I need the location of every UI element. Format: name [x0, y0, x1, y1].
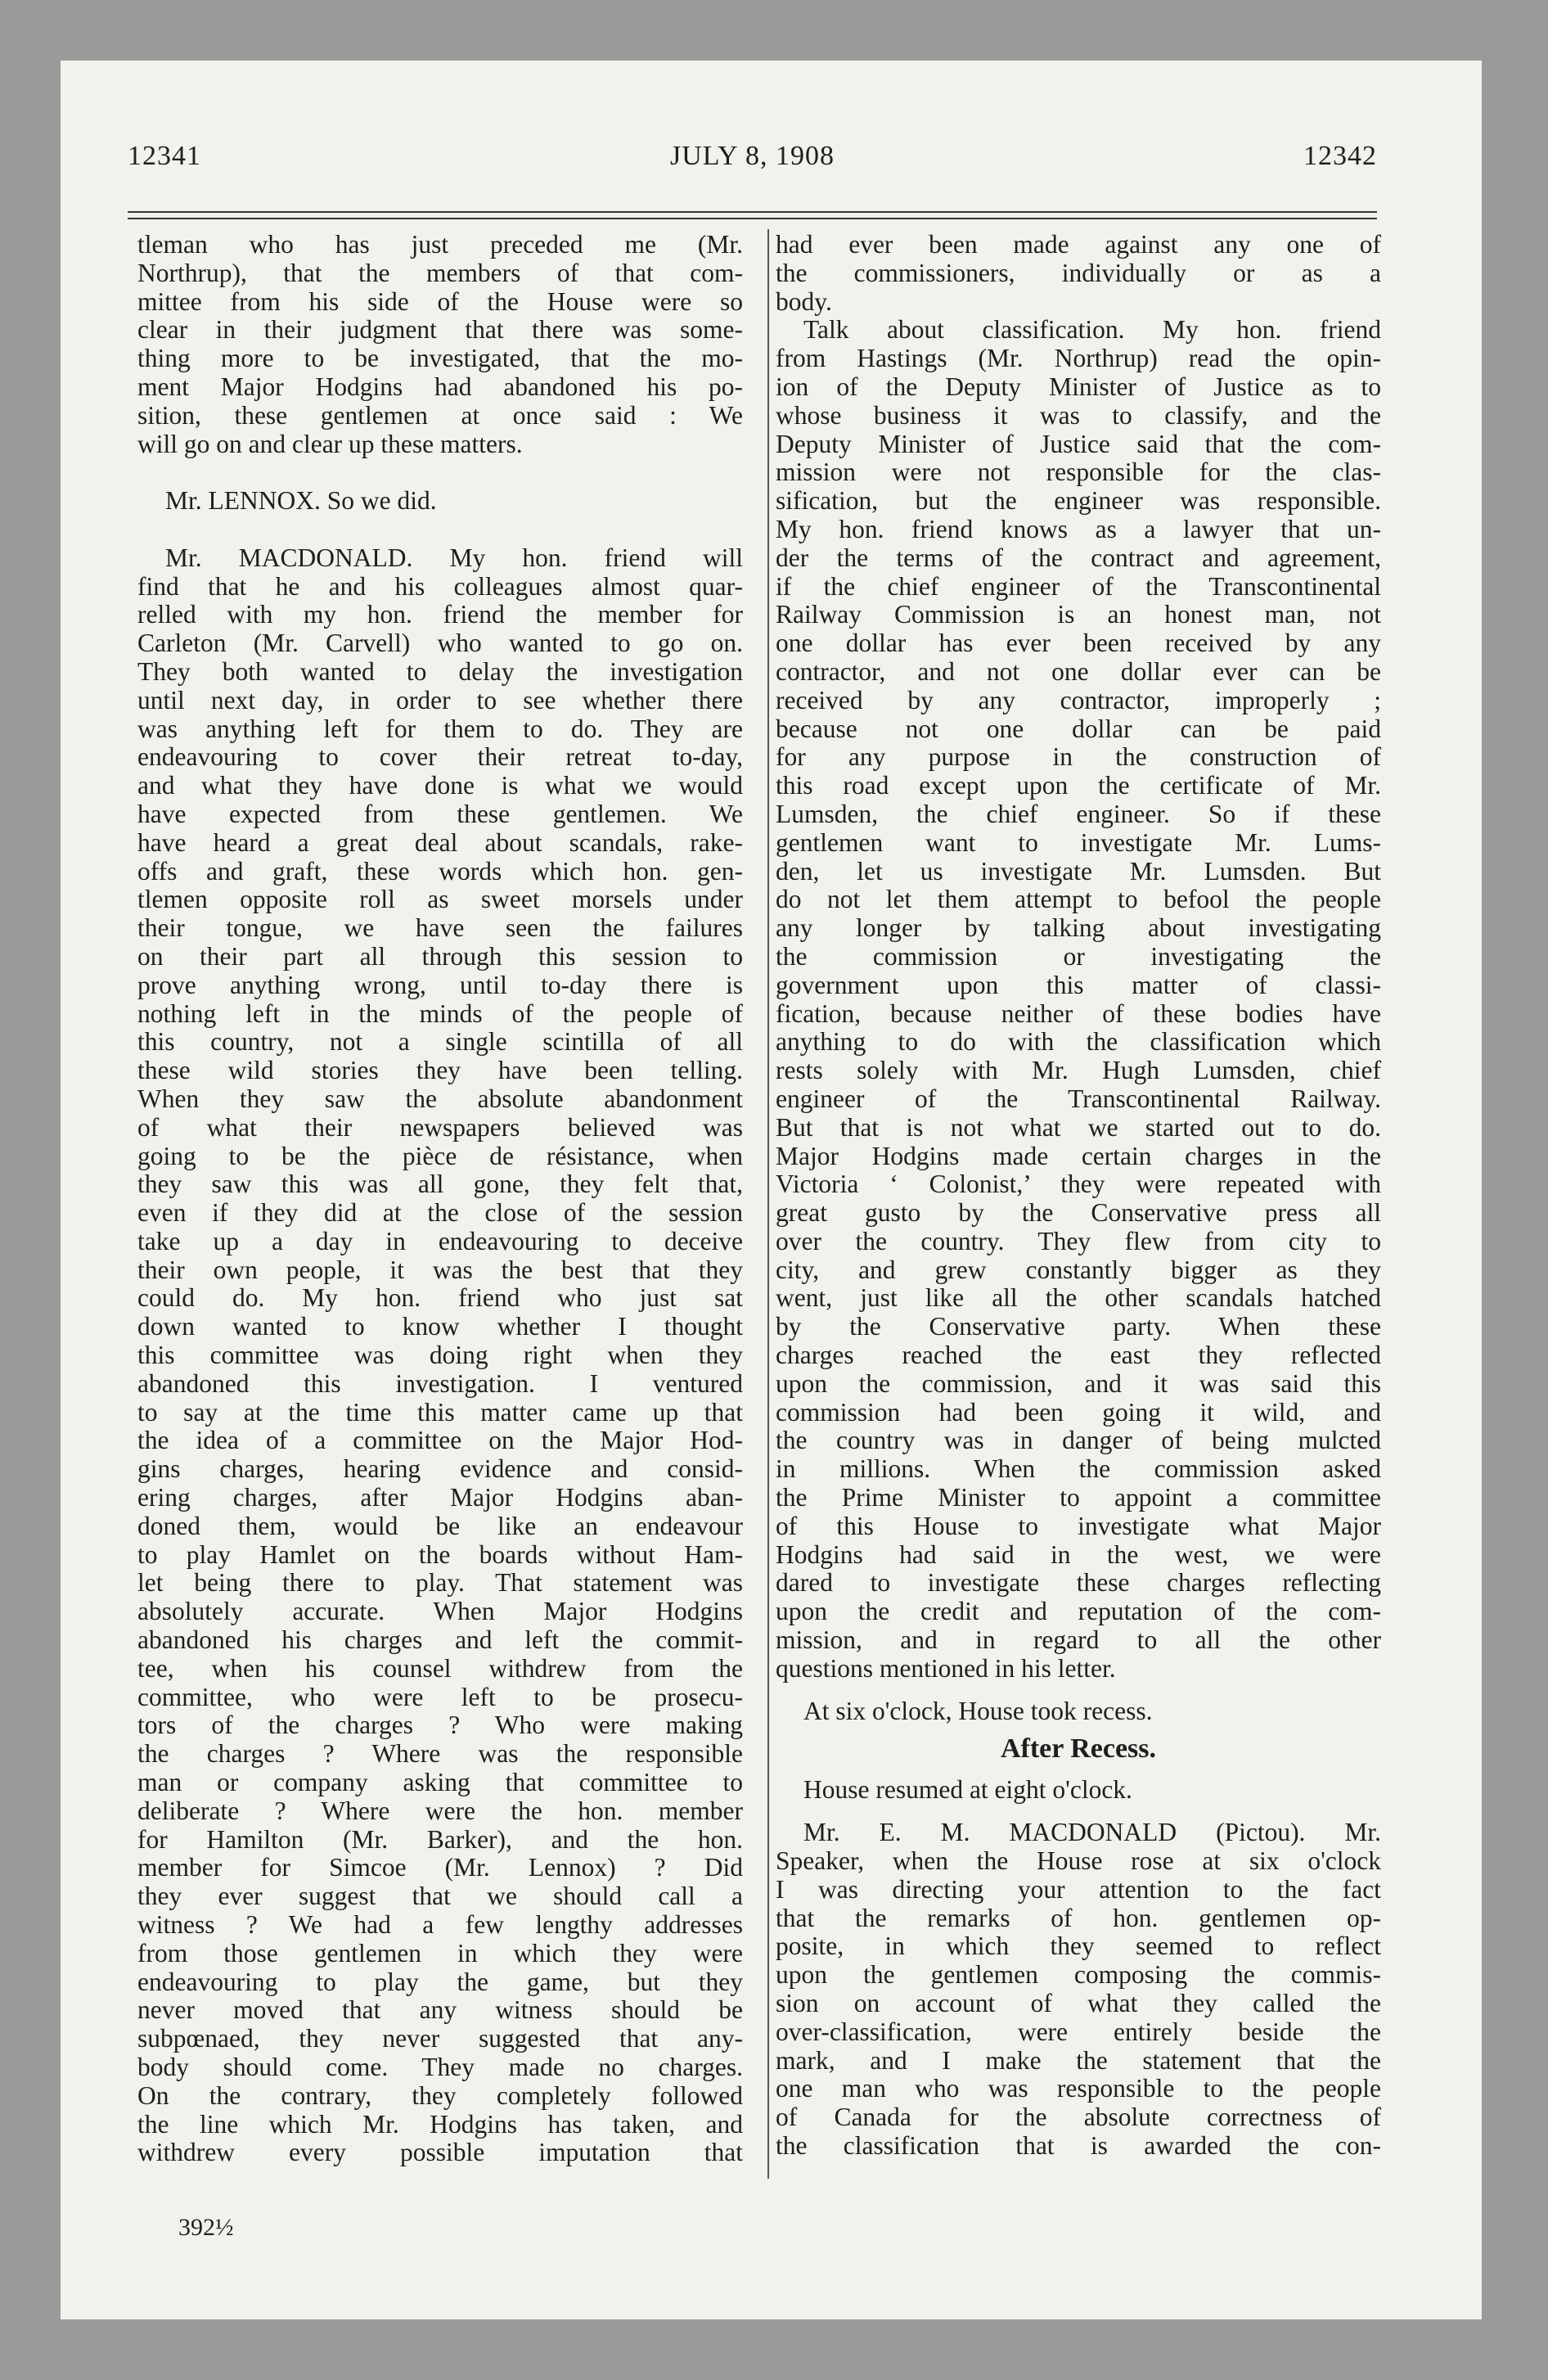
page-date: JULY 8, 1908 — [670, 141, 835, 171]
text-line: by the Conservative party. When these — [776, 1313, 1381, 1341]
text-line: Mr. LENNOX. So we did. — [165, 487, 437, 516]
text-line: Victoria ‘ Colonist,’ they were repeated with — [776, 1170, 1381, 1199]
text-line: because not one dollar can be paid — [776, 714, 1381, 743]
text-line: Major Hodgins made certain charges in the — [776, 1142, 1381, 1170]
text-line: mission were not responsible for the clas- — [776, 458, 1381, 487]
text-line: commission had been going it wild, and — [776, 1398, 1381, 1427]
text-line: ment Major Hodgins had abandoned his po- — [137, 372, 743, 401]
left-column — [137, 231, 743, 2167]
text-line: rests solely with Mr. Hugh Lumsden, chief — [776, 1057, 1381, 1085]
text-line: thing more to be investigated, that the mo- — [137, 345, 743, 373]
text-line: relled with my hon. friend the member for — [137, 601, 743, 629]
text-line: subpœnaed, they never suggested that any- — [137, 2025, 743, 2053]
text-line: My hon. friend knows as a lawyer that un- — [776, 515, 1381, 543]
text-line: But that is not what we started out to do. — [776, 1113, 1381, 1142]
text-line: committee, who were left to be prosecu- — [137, 1683, 743, 1711]
text-line: great gusto by the Conservative press all — [776, 1199, 1381, 1228]
text-line: At six o'clock, House took recess. — [803, 1697, 1153, 1725]
text-line: charges reached the east they reflected — [776, 1341, 1381, 1370]
text-line: abandoned his charges and left the commit- — [137, 1626, 743, 1655]
text-line: Deputy Minister of Justice said that the com- — [776, 430, 1381, 458]
text-line: nothing left in the minds of the people of — [137, 999, 743, 1028]
text-line: had ever been made against any one of — [776, 231, 1381, 259]
text-line: in millions. When the commission asked — [776, 1455, 1381, 1484]
text-line: ion of the Deputy Minister of Justice as to — [776, 372, 1381, 401]
text-line: if the chief engineer of the Transcontinental — [776, 572, 1381, 601]
text-line: sition, these gentlemen at once said : We — [137, 401, 743, 430]
text-line: House resumed at eight o'clock. — [803, 1776, 1132, 1805]
text-line: do not let them attempt to befool the people — [776, 886, 1381, 914]
text-line: Hodgins had said in the west, we were — [776, 1540, 1381, 1569]
text-line: went, just like all the other scandals hatched — [776, 1284, 1381, 1313]
text-line: fication, because neither of these bodies have — [776, 999, 1381, 1028]
text-line: the country was in danger of being mulcted — [776, 1427, 1381, 1455]
text-line: over the country. They flew from city to — [776, 1227, 1381, 1255]
text-line: this road except upon the certificate of Mr. — [776, 772, 1381, 800]
text-line: the idea of a committee on the Major Hod- — [137, 1427, 743, 1455]
text-line: let being there to play. That statement was — [137, 1569, 743, 1598]
text-line: ering charges, after Major Hodgins aban- — [137, 1484, 743, 1512]
text-line: upon the commission, and it was said this — [776, 1369, 1381, 1398]
text-line: mission, and in regard to all the other — [776, 1626, 1381, 1655]
text-line: tleman who has just preceded me (Mr. — [137, 231, 743, 259]
text-line: anything to do with the classification which — [776, 1028, 1381, 1057]
text-line: Railway Commission is an honest man, not — [776, 601, 1381, 629]
signature-mark: 392½ — [178, 2214, 234, 2241]
text-line: deliberate ? Where were the hon. member — [137, 1796, 743, 1825]
text-line: upon the credit and reputation of the com- — [776, 1598, 1381, 1626]
text-line: on their part all through this session to — [137, 942, 743, 971]
column-divider — [767, 229, 769, 2179]
text-line: to say at the time this matter came up that — [137, 1398, 743, 1427]
text-line: of this House to investigate what Major — [776, 1512, 1381, 1540]
text-line: will go on and clear up these matters. — [137, 430, 523, 458]
text-line: Lumsden, the chief engineer. So if these — [776, 800, 1381, 828]
text-line: the classification that is awarded the con- — [776, 2132, 1381, 2160]
header-rule — [128, 211, 1377, 219]
text-line: member for Simcoe (Mr. Lennox) ? Did — [137, 1854, 743, 1882]
text-line: over-classification, were entirely beside the — [776, 2017, 1381, 2046]
text-line: absolutely accurate. When Major Hodgins — [137, 1598, 743, 1626]
text-line: find that he and his colleagues almost quar- — [137, 572, 743, 601]
text-line: sion on account of what they called the — [776, 1990, 1381, 2018]
text-line: sification, but the engineer was responsible. — [776, 487, 1381, 516]
page-number-left: 12341 — [128, 141, 201, 171]
text-line: even if they did at the close of the session — [137, 1199, 743, 1228]
text-line: On the contrary, they completely followed — [137, 2081, 743, 2110]
text-line: contractor, and not one dollar ever can be — [776, 657, 1381, 686]
paragraph-gap — [137, 516, 743, 544]
text-line: mittee from his side of the House were so — [137, 287, 743, 316]
text-line: gentlemen want to investigate Mr. Lums- — [776, 828, 1381, 857]
text-line: witness ? We had a few lengthy addresses — [137, 1911, 743, 1940]
paragraph-gap — [776, 1684, 1381, 1697]
text-line: upon the gentlemen composing the commis- — [776, 1961, 1381, 1990]
text-line: they ever suggest that we should call a — [137, 1882, 743, 1911]
text-line: their tongue, we have seen the failures — [137, 914, 743, 943]
text-line: offs and graft, these words which hon. gen- — [137, 857, 743, 886]
text-line: whose business it was to classify, and the — [776, 401, 1381, 430]
text-line: dared to investigate these charges reflecting — [776, 1569, 1381, 1598]
text-line: Talk about classification. My hon. friend — [803, 316, 1381, 345]
text-line: tee, when his counsel withdrew from the — [137, 1654, 743, 1683]
text-line: I was directing your attention to the fact — [776, 1875, 1381, 1904]
text-line: doned them, would be like an endeavour — [137, 1512, 743, 1540]
text-line: one man who was responsible to the people — [776, 2075, 1381, 2103]
text-line: Mr. MACDONALD. My hon. friend will — [165, 543, 743, 572]
text-line: When they saw the absolute abandonment — [137, 1084, 743, 1113]
text-line: from Hastings (Mr. Northrup) read the opin- — [776, 345, 1381, 373]
text-line: den, let us investigate Mr. Lumsden. But — [776, 857, 1381, 886]
text-line: going to be the pièce de résistance, when — [137, 1142, 743, 1170]
text-line: until next day, in order to see whether there — [137, 686, 743, 714]
paragraph-gap — [776, 1805, 1381, 1819]
right-column — [776, 231, 1381, 2161]
text-line: clear in their judgment that there was some- — [137, 316, 743, 345]
text-line: have heard a great deal about scandals, rake- — [137, 828, 743, 857]
text-line: the commissioners, individually or as a — [776, 259, 1381, 287]
text-line: to play Hamlet on the boards without Ham- — [137, 1540, 743, 1569]
text-line: posite, in which they seemed to reflect — [776, 1932, 1381, 1961]
text-line: Speaker, when the House rose at six o'clock — [776, 1847, 1381, 1876]
text-line: this country, not a single scintilla of all — [137, 1028, 743, 1057]
text-line: and what they have done is what we would — [137, 772, 743, 800]
text-line: Carleton (Mr. Carvell) who wanted to go on. — [137, 629, 743, 658]
text-line: for Hamilton (Mr. Barker), and the hon. — [137, 1825, 743, 1854]
text-line: engineer of the Transcontinental Railway. — [776, 1084, 1381, 1113]
text-line: the line which Mr. Hodgins has taken, and — [137, 2110, 743, 2139]
text-line: city, and grew constantly bigger as they — [776, 1255, 1381, 1284]
text-line: government upon this matter of classi- — [776, 971, 1381, 999]
text-line: tlemen opposite roll as sweet morsels under — [137, 886, 743, 914]
hansard-page — [61, 61, 1482, 2319]
text-line: the commission or investigating the — [776, 942, 1381, 971]
text-line: received by any contractor, improperly ; — [776, 686, 1381, 714]
text-line: for any purpose in the construction of — [776, 743, 1381, 772]
text-line: one dollar has ever been received by any — [776, 629, 1381, 658]
text-line: their own people, it was the best that they — [137, 1255, 743, 1284]
text-line: that the remarks of hon. gentlemen op- — [776, 1904, 1381, 1932]
text-line: prove anything wrong, until to-day there is — [137, 971, 743, 999]
text-line: endeavouring to cover their retreat to-day, — [137, 743, 743, 772]
text-line: mark, and I make the statement that the — [776, 2046, 1381, 2075]
text-line: withdrew every possible imputation that — [137, 2139, 743, 2167]
text-line: Northrup), that the members of that com- — [137, 259, 743, 287]
text-line: der the terms of the contract and agreement, — [776, 543, 1381, 572]
text-line: questions mentioned in his letter. — [776, 1654, 1116, 1683]
text-line: was anything left for them to do. They are — [137, 714, 743, 743]
text-line: They both wanted to delay the investigation — [137, 657, 743, 686]
text-line: they saw this was all gone, they felt that, — [137, 1170, 743, 1199]
text-line: of what their newspapers believed was — [137, 1113, 743, 1142]
text-line: these wild stories they have been telling. — [137, 1057, 743, 1085]
paragraph-gap — [137, 458, 743, 487]
section-heading: After Recess. — [1000, 1733, 1157, 1765]
text-line: the Prime Minister to appoint a committee — [776, 1484, 1381, 1512]
page-header — [128, 141, 1377, 190]
text-line: take up a day in endeavouring to deceive — [137, 1227, 743, 1255]
text-line: tors of the charges ? Who were making — [137, 1711, 743, 1740]
text-line: abandoned this investigation. I ventured — [137, 1369, 743, 1398]
text-line: down wanted to know whether I thought — [137, 1313, 743, 1341]
page-number-right: 12342 — [1303, 141, 1377, 171]
text-line: never moved that any witness should be — [137, 1996, 743, 2025]
text-line: Mr. E. M. MACDONALD (Pictou). Mr. — [803, 1819, 1381, 1847]
text-line: endeavouring to play the game, but they — [137, 1968, 743, 1996]
text-line: body. — [776, 287, 832, 316]
text-line: any longer by talking about investigating — [776, 914, 1381, 943]
text-line: gins charges, hearing evidence and consid- — [137, 1455, 743, 1484]
text-line: man or company asking that committee to — [137, 1769, 743, 1797]
text-line: body should come. They made no charges. — [137, 2053, 743, 2081]
text-line: the charges ? Where was the responsible — [137, 1740, 743, 1769]
text-line: of Canada for the absolute correctness of — [776, 2103, 1381, 2132]
text-line: this committee was doing right when they — [137, 1341, 743, 1370]
text-line: from those gentlemen in which they were — [137, 1939, 743, 1968]
text-line: have expected from these gentlemen. We — [137, 800, 743, 828]
text-line: could do. My hon. friend who just sat — [137, 1284, 743, 1313]
